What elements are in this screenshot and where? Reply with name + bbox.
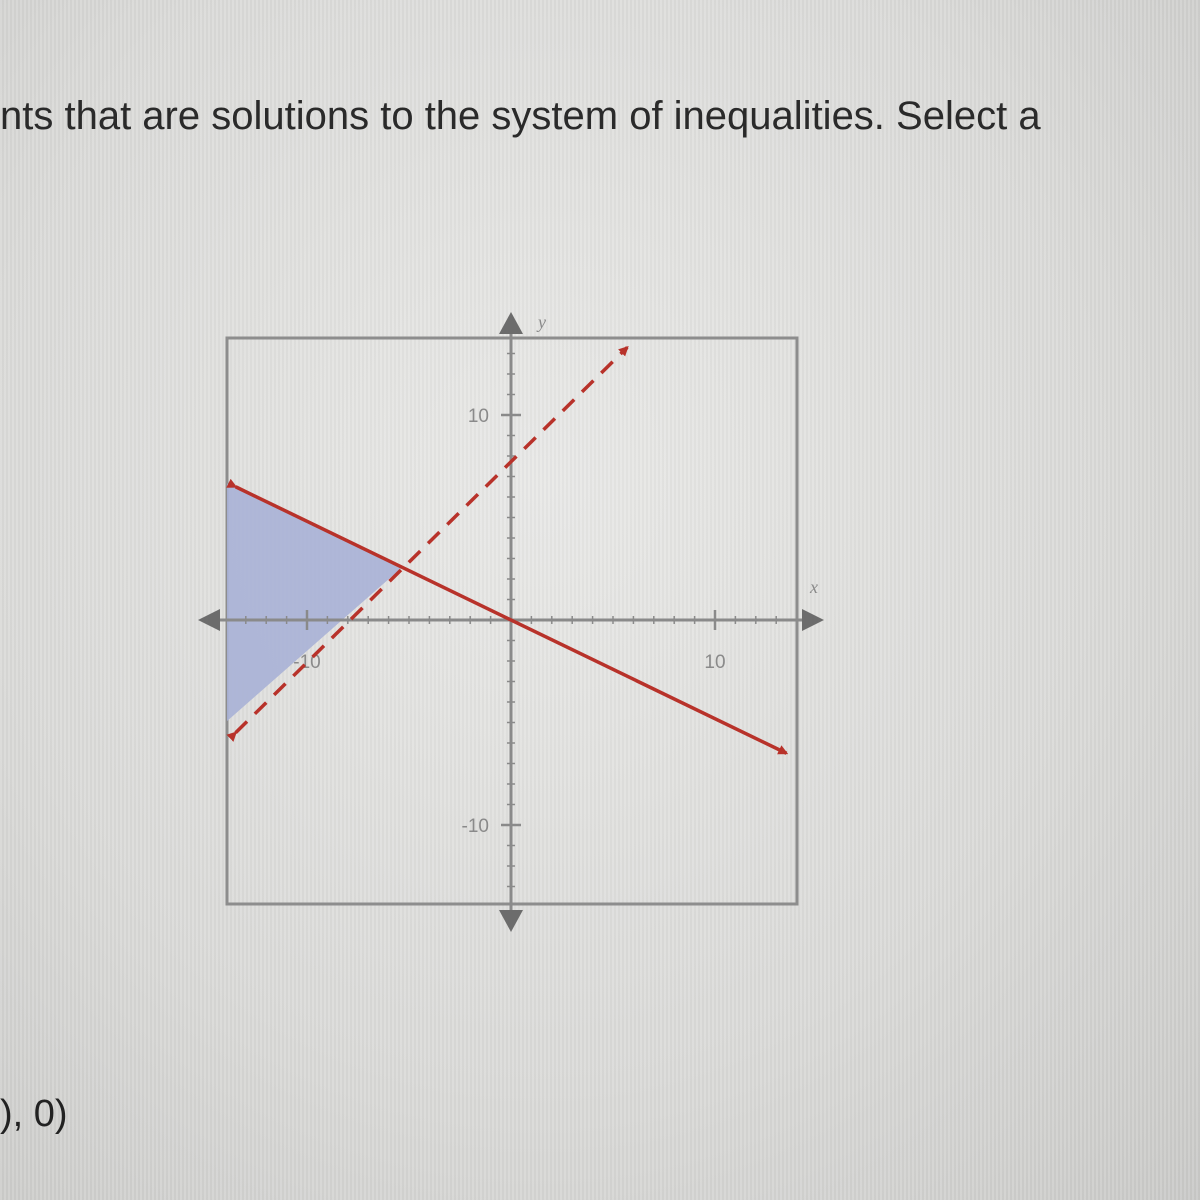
x-tick-label: 10 (704, 652, 726, 673)
question-text: nts that are solutions to the system of inequalities. Select a (0, 94, 1041, 138)
y-axis-label: y (538, 312, 546, 332)
answer-option[interactable]: ), 0) (0, 1093, 68, 1135)
y-axis-up-arrow (499, 312, 523, 334)
x-axis-label: x (810, 577, 818, 597)
y-tick-label: -10 (461, 816, 489, 837)
y-tick-label: 10 (467, 406, 489, 427)
x-axis-left-arrow (198, 609, 220, 631)
x-axis-right-arrow (802, 609, 824, 631)
shaded-solution-region (225, 483, 402, 723)
x-tick-label: -10 (293, 652, 321, 673)
y-axis-down-arrow (499, 910, 523, 932)
